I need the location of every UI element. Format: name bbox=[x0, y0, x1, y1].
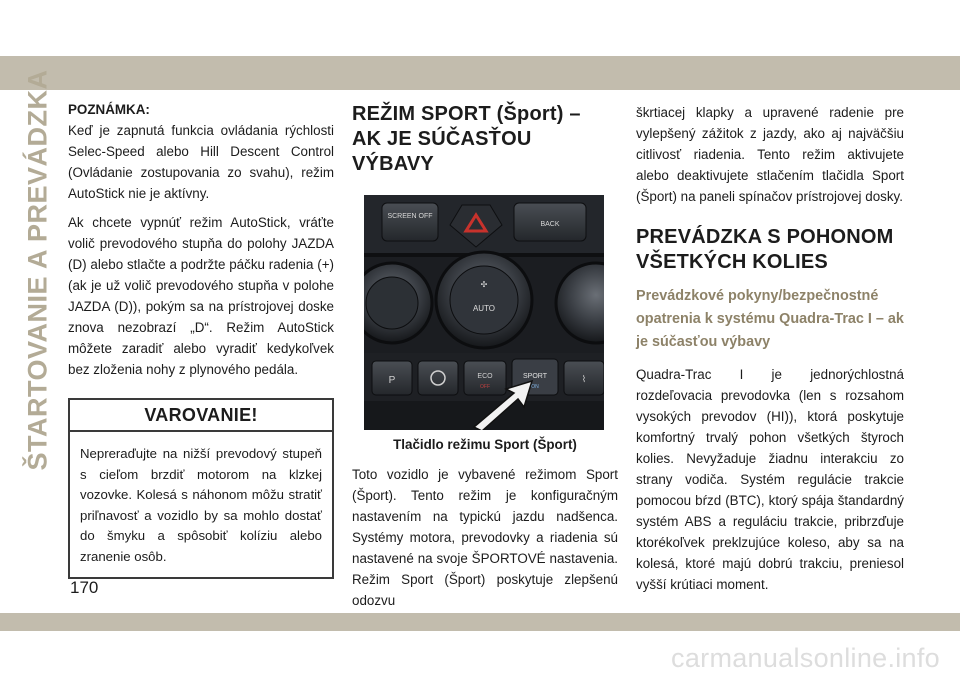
sport-label: SPORT bbox=[523, 373, 547, 380]
sport-mode-heading-line1: REŽIM SPORT (Šport) – bbox=[352, 103, 581, 125]
page-number: 170 bbox=[70, 578, 99, 597]
sport-on-label: ON bbox=[531, 384, 539, 390]
screen-off-label: SCREEN OFF bbox=[387, 213, 433, 220]
sport-mode-heading-line2: AK JE SÚČASŤOU VÝBAVY bbox=[352, 128, 532, 175]
warning-box bbox=[68, 398, 334, 579]
column-right bbox=[636, 102, 904, 595]
warning-title: VAROVANIE! bbox=[70, 400, 332, 432]
note-paragraph-2: Ak chcete vypnúť režim AutoStick, vráťte volič prevodového stupňa do polohy JAZDA (D) alebo stlačte a podržte páčku radenia (+) (ak je už volič prevodového stupňa v polohe JAZDA (D)), pokým sa na prístrojovej doske znova nezobrazí „D“. Režim AutoStick môžete zaradiť alebo vyradiť kedykoľvek bez zloženia nohy z plynového pedála. bbox=[68, 215, 334, 377]
dashboard-switch-panel-illustration bbox=[364, 195, 604, 430]
sport-button-photo bbox=[364, 195, 604, 430]
awd-heading-line2: VŠETKÝCH KOLIES bbox=[636, 251, 828, 273]
warning-text: Nepreraďujte na nižší prevodový stupeň s cieľom brzdiť motorom na klzkej vozovke. Kolesá s náhonom môžu stratiť priľnavosť a vozidlo by sa mohlo dostať do šmyku a spôsobiť kolíziu alebo zranenie osôb. bbox=[80, 446, 322, 564]
quadra-trac-body: Quadra-Trac I je jednorýchlostná rozdeľovacia prevodovka (len s rozsahom vysokých prevodov (HI)), ktorá poskytuje komfortný trvalý pohon všetkých štyroch kolies. Nevyžaduje žiadnu interakciu zo strany vodiča. Systém regulácie trakcie pomocou bŕzd (BTC), ktorý spája štandardný systém ABS a reguláciu trakcie, pribrzďuje ktorékoľvek preklzujúce koleso, aby sa na kolesá, ktoré majú dobrú trakciu, preniesol vyšší krútiaci moment. bbox=[636, 367, 904, 592]
header-band bbox=[0, 0, 960, 90]
eco-label: ECO bbox=[477, 373, 493, 380]
note-title: POZNÁMKA: bbox=[68, 102, 150, 117]
traction-control-icon: ⌇ bbox=[581, 374, 587, 384]
column-left bbox=[68, 102, 334, 579]
auto-label: AUTO bbox=[472, 304, 496, 313]
header-band-stripe bbox=[0, 56, 960, 90]
awd-heading bbox=[636, 225, 904, 275]
note-paragraph-1: Keď je zapnutá funkcia ovládania rýchlosti Selec-Speed alebo Hill Descent Control (Ovládanie zostupovania zo svahu), režim AutoStick nie je aktívny. bbox=[68, 123, 334, 201]
back-label: BACK bbox=[540, 221, 560, 228]
section-side-tab bbox=[18, 69, 58, 471]
sport-mode-body-continued: škrtiacej klapky a upravené radenie pre vylepšený zážitok z jazdy, ako aj najväčšiu citlivosť riadenia. Tento režim aktivujete alebo deaktivujete stlačením tlačidla Sport (Šport) na paneli spínačov prístrojovej dosky. bbox=[636, 105, 904, 204]
quadra-trac-subheading: Prevádzkové pokyny/bezpečnostné opatrenia k systému Quadra-Trac I – ak je súčasťou výbavy bbox=[636, 288, 904, 350]
awd-heading-line1: PREVÁDZKA S POHONOM bbox=[636, 226, 894, 248]
sport-mode-body: Toto vozidlo je vybavené režimom Sport (Šport). Tento režim je konfiguračným nastavením na typickú jazdu nadšenca. Systémy motora, prevodovky a riadenia sú nastavené na svoje ŠPORTOVÉ nastavenia. Režim Sport (Šport) poskytuje zlepšenú odozvu bbox=[352, 467, 618, 608]
photo-caption: Tlačidlo režimu Sport (Šport) bbox=[393, 437, 577, 452]
footer-band bbox=[0, 613, 960, 631]
eco-off-label: OFF bbox=[480, 384, 490, 390]
sport-mode-heading bbox=[352, 102, 618, 177]
park-assist-label: P bbox=[388, 375, 396, 386]
fan-icon: ✣ bbox=[480, 280, 488, 289]
column-middle bbox=[352, 102, 618, 611]
warning-body bbox=[70, 432, 332, 577]
section-side-tab-label: ŠTARTOVANIE A PREVÁDZKA bbox=[22, 69, 53, 471]
watermark: carmanualsonline.info bbox=[671, 643, 940, 673]
